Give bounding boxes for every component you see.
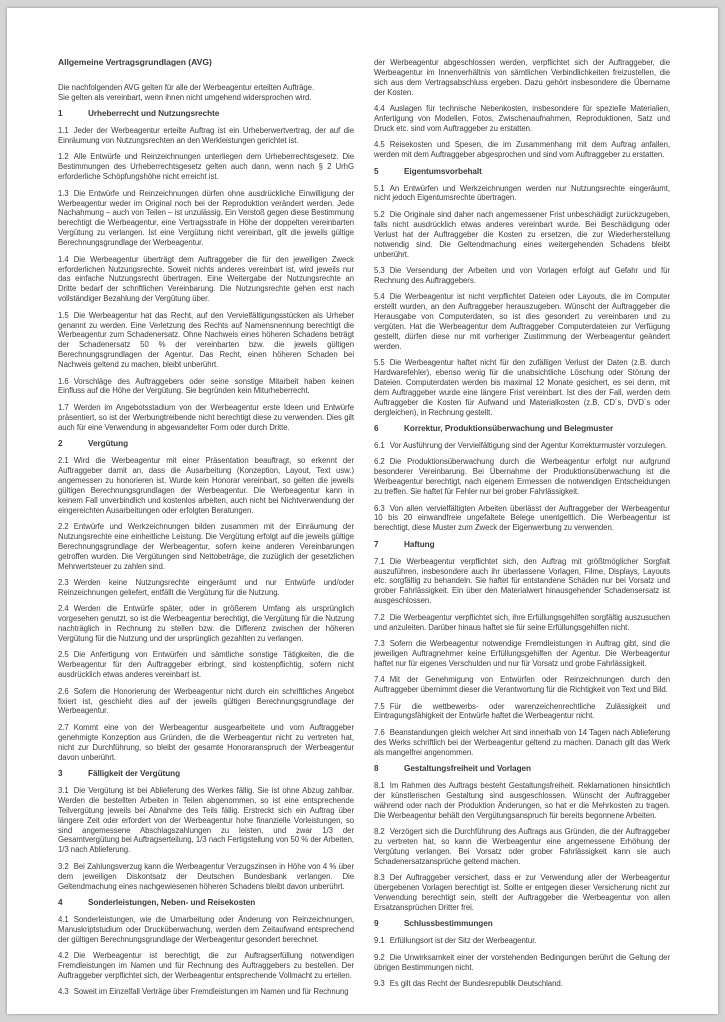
clause-6-3: 6.3 Von allen vervielfältigten Arbeiten überlässt der Auftraggeber der Werbeagentur 10 bis 20 einwandfreie ungefaltete Belege unentgeltlich. Die Werbeagentur ist berechtigt, diese Muster zum Zweck der Eigenwerbung zu verwenden. bbox=[374, 503, 670, 533]
section-number: 5 bbox=[374, 166, 379, 176]
clause-1-1: 1.1 Jeder der Werbeagentur erteilte Auftrag ist ein Urheberwertvertrag, der auf die Einräumung von Nutzungsrechten an den Werkleistungen gerichtet ist. bbox=[58, 126, 354, 146]
column-left bbox=[58, 57, 354, 997]
clause-1-7: 1.7 Werden im Angebotsstadium von der Werbeagentur erste Ideen und Entwürfe präsentiert, so ist der Werbungtreibende nicht berechtigt diese zu verwenden. Dies gilt auch für eine Verwendung in abgewandelter Form oder durch Dritte. bbox=[58, 402, 354, 432]
clause-5-4: 5.4 Die Werbeagentur ist nicht verpflichtet Dateien oder Layouts, die im Computer erstellt wurden, an den Auftraggeber herauszugeben. Wünscht der Auftraggeber die Herausgabe von Computerdaten, so ist dies gesondert zu vereinbaren und zu vergüten. Hat die Werbeagentur dem Auftraggeber Computerdateien zur Verfügung gestellt, dürfen diese nur mit vorheriger Zustimmung der Werbeagentur geändert werden. bbox=[374, 292, 670, 351]
clause-number: 5.5 bbox=[374, 358, 385, 368]
clause-2-7: 2.7 Kommt eine von der Werbeagentur ausgearbeitete und vom Auftraggeber genehmigte Konzeption aus Gründen, die die Werbeagentur nicht zu vertreten hat, nicht zur Durchführung, so bleibt der gesamte Honoraranspruch der Werbeagentur davon unberührt. bbox=[58, 722, 354, 762]
clause-number: 7.5 bbox=[374, 701, 385, 711]
clause-number: 8.3 bbox=[374, 873, 385, 883]
section-number: 3 bbox=[58, 768, 63, 778]
clause-6-2: 6.2 Die Produktionsüberwachung durch die Werbeagentur erfolgt nur aufgrund besonderer Vereinbarung. Bei Übernahme der Produktionsüberwachung ist die Werbeagentur berechtigt, nach eigenem Ermessen die notwendigen Entscheidungen zu treffen. Sie haftet für Fehler nur bei grober Fahrlässigkeit. bbox=[374, 457, 670, 497]
section-title: Sonderleistungen, Neben- und Reisekosten bbox=[88, 897, 256, 907]
clause-number: 6.3 bbox=[374, 503, 385, 513]
clause-1-5: 1.5 Die Werbeagentur hat das Recht, auf den Vervielfältigungsstücken als Urheber genannt zu werden. Eine Verletzung des Rechts auf Namensnennung berechtigt die Werbeagentur zum Schadenersatz. Ohne Nachweis eines höheren Schadens beträgt der Schadenersatz 50 % der vereinbarten bzw. die jeweils gültigen Berechnungsgrundlagen der Agentur. Das Recht, einen höheren Schaden bei Nachweis geltend zu machen, bleibt unberührt. bbox=[58, 310, 354, 370]
section-title: Vergütung bbox=[88, 439, 129, 449]
clause-4-2: 4.2 Die Werbeagentur ist berechtigt, die zur Auftragserfüllung notwendigen Fremdleistungen im Namen und für Rechnung des Auftraggebers zu bestellen. Der Auftraggeber verpflichtet sich, der Werbeagentur entsprechende Vollmacht zu erteilen. bbox=[58, 951, 354, 980]
clause-number: 2.6 bbox=[58, 686, 69, 696]
clause-1-3: 1.3 Die Entwürfe und Reinzeichnungen dürfen ohne ausdrückliche Einwilligung der Werbeagentur weder im Original noch bei der Reproduktion verändert werden. Jede Nachahmung – auch von Teilen – ist unzulässig. Ein Verstoß gegen diese Bestimmung berechtigt die Werbeagentur, eine Vertragsstrafe in Höhe der doppelten vereinbarten Vergütung zu verlangen. Ist eine Vergütung nicht vereinbart, gilt die jeweils gültige Berechnungsgrundlage der Werbeagentur. bbox=[58, 188, 354, 248]
clause-number: 1.3 bbox=[58, 188, 69, 198]
section-number: 2 bbox=[58, 439, 63, 449]
section-heading-1 bbox=[58, 109, 354, 119]
clause-8-3: 8.3 Der Auftraggeber versichert, dass er zur Verwendung aller der Werbeagentur übergebenen Vorlagen berechtigt ist. Sollte er entgegen dieser Versicherung nicht zur Verwendung berechtigt sein, stellt der Auftraggeber die Werbeagentur von allen Ersatzansprüchen Dritter frei. bbox=[374, 873, 670, 912]
clause-9-2: 9.2 Die Unwirksamkeit einer der vorstehenden Bedingungen berührt die Geltung der übrigen Bestimmungen nicht. bbox=[374, 952, 670, 972]
clause-number: 4.2 bbox=[58, 951, 69, 961]
clause-number: 2.3 bbox=[58, 577, 69, 587]
clause-number: 7.2 bbox=[374, 612, 385, 622]
clause-number: 9.3 bbox=[374, 978, 385, 988]
clause-number: 4.5 bbox=[374, 140, 385, 150]
clause-7-2: 7.2 Die Werbeagentur verpflichtet sich, ihre Erfüllungsgehilfen sorgfältig auszusuchen und anzuleiten. Darüber hinaus haftet sie für seine Erfüllungsgehilfen nicht. bbox=[374, 612, 670, 632]
clause-number: 4.4 bbox=[374, 104, 385, 114]
clause-number: 4.1 bbox=[58, 914, 69, 924]
intro-paragraph: Die nachfolgenden AVG gelten für alle der Werbeagentur erteilten Aufträge. Sie gelten als vereinbart, wenn ihnen nicht umgehend widersprochen wird. bbox=[58, 82, 315, 102]
clause-number: 2.2 bbox=[58, 521, 69, 531]
document-page bbox=[7, 8, 718, 1014]
clause-number: 1.1 bbox=[58, 126, 69, 136]
clause-1-2: 1.2 Alle Entwürfe und Reinzeichnungen unterliegen dem Urheberrechtsgesetz. Die Bestimmungen des Urheberrechtsgesetz gelten auch dann, wenn nach § 2 UrhG erforderliche Schöpfungshöhe nicht erreicht ist. bbox=[58, 152, 354, 182]
clause-number: 1.5 bbox=[58, 310, 69, 320]
section-heading-9 bbox=[374, 919, 670, 929]
clause-1-4: 1.4 Die Werbeagentur überträgt dem Auftraggeber die für den jeweiligen Zweck erforderlichen Nutzungsrechte. Soweit nichts anderes vereinbart ist, wird jeweils nur das einfache Nutzungsrecht übertragen. Eine Weitergabe der Nutzungsrechte an Dritte bedarf der schriftlichen Vereinbarung. Die Nutzungsrechte gehen erst nach vollständiger Bezahlung der Vergütung über. bbox=[58, 254, 354, 304]
clause-number: 4.3 bbox=[58, 987, 69, 997]
clause-number: 1.4 bbox=[58, 254, 69, 264]
clause-number: 6.1 bbox=[374, 441, 385, 450]
clause-6-1: 6.1 Vor Ausführung der Vervielfältigung sind der Agentur Korrekturmuster vorzulegen. bbox=[374, 441, 667, 450]
clause-7-1: 7.1 Die Werbeagentur verpflichtet sich, den Auftrag mit größtmöglicher Sorgfalt auszuführen, insbesondere auch ihr überlassene Vorlagen, Filme, Displays, Layouts etc. sorgfältig zu behandeln. Sie haftet für entstandene Schäden nur bei Vorsatz und grober Fahrlässigkeit. Ein über den Materialwert hinausgehender Schadensersatz ist ausgeschlossen. bbox=[374, 556, 670, 606]
clause-number: 1.6 bbox=[58, 376, 69, 386]
clause-3-2: 3.2 Bei Zahlungsverzug kann die Werbeagentur Verzugszinsen in Höhe von 4 % über dem jeweiligen Diskontsatz der Deutschen Bundesbank verlangen. Die Geltendmachung eines nachgewiesenen höheren Schadens bleibt davon unberührt. bbox=[58, 861, 354, 891]
section-heading-5 bbox=[374, 167, 670, 177]
clause-1-6: 1.6 Vorschläge des Auftraggebers oder seine sonstige Mitarbeit haben keinen Einfluss auf die Höhe der Vergütung. Sie begründen kein Miturheberrecht. bbox=[58, 376, 354, 396]
clause-4-1: 4.1 Sonderleistungen, wie die Umarbeitung oder Änderung von Reinzeichnungen, Manuskriptstudium oder Drucküberwachung, werden dem Zeitaufwand entsprechend der gültigen Berechnungsgrundlage der Werbeagentur gesondert berechnet. bbox=[58, 914, 354, 944]
clause-number: 2.1 bbox=[58, 456, 69, 465]
clause-4-5: 4.5 Reisekosten und Spesen, die im Zusammenhang mit dem Auftrag anfallen, werden mit dem Auftraggeber abgesprochen und sind vom Auftraggeber zu erstatten. bbox=[374, 140, 670, 160]
section-title: Fälligkeit der Vergütung bbox=[88, 768, 181, 778]
clause-number: 8.2 bbox=[374, 827, 385, 837]
section-number: 9 bbox=[374, 919, 379, 929]
clause-number: 5.4 bbox=[374, 292, 385, 302]
clause-7-3: 7.3 Sofern die Werbeagentur notwendige Fremdleistungen in Auftrag gibt, sind die jeweiligen Auftragnehmer keine Erfüllungsgehilfen der Agentur. Die Werbeagentur haftet nur für eigenes Verschulden und nur für Vorsatz und grobe Fahrlässigkeit. bbox=[374, 639, 670, 668]
section-title: Gestaltungsfreiheit und Vorlagen bbox=[404, 764, 531, 774]
clause-number: 2.7 bbox=[58, 722, 69, 732]
clause-5-5: 5.5 Die Werbeagentur haftet nicht für den zufälligen Verlust der Daten (z.B. durch Hardwarefehler), ebenso wenig für die unabsichtliche Löschung oder Störung der Dateien. Computerdaten werden bis maximal 12 Monate gesichert, es sei denn, mit dem Auftraggeber wurde eine längere Frist vereinbart. Ist dies der Fall, werden dem Auftraggeber die Kosten für Aufwand und Materialkosten (z.B. CD´s, DVD´s oder dergleichen), in Rechnung gestellt. bbox=[374, 358, 670, 417]
clause-4-4: 4.4 Auslagen für technische Nebenkosten, insbesondere für spezielle Materialien, Anfertigung von Modellen, Fotos, Zwischenaufnahmen, Reproduktionen, Satz und Druck etc. sind vom Auftraggeber zu erstatten. bbox=[374, 104, 670, 133]
clause-number: 7.4 bbox=[374, 675, 385, 685]
section-number: 7 bbox=[374, 539, 379, 549]
clause-number: 1.2 bbox=[58, 152, 69, 162]
clause-4-3: 4.3 Soweit im Einzelfall Verträge über Fremdleistungen im Namen und für Rechnung bbox=[58, 987, 349, 997]
section-number: 6 bbox=[374, 424, 379, 434]
clause-5-3: 5.3 Die Versendung der Arbeiten und von Vorlagen erfolgt auf Gefahr und für Rechnung des Auftraggebers. bbox=[374, 265, 670, 285]
clause-number: 3.1 bbox=[58, 785, 69, 795]
clause-7-6: 7.6 Beanstandungen gleich welcher Art sind innerhalb von 14 Tagen nach Ablieferung des Werks schriftlich bei der Werbeagentur geltend zu machen. Danach gilt das Werk als mangelfrei angenommen. bbox=[374, 727, 670, 757]
clause-number: 9.2 bbox=[374, 952, 385, 962]
section-title: Urheberrecht und Nutzungsrechte bbox=[88, 109, 220, 119]
section-heading-2 bbox=[58, 439, 354, 449]
clause-number: 2.4 bbox=[58, 604, 69, 614]
document-title: Allgemeine Vertragsgrundlagen (AVG) bbox=[58, 57, 212, 67]
clause-number: 7.3 bbox=[374, 639, 385, 648]
section-title: Schlussbestimmungen bbox=[404, 919, 493, 929]
clause-number: 5.2 bbox=[374, 209, 385, 219]
column-right bbox=[374, 58, 670, 988]
clause-9-3: 9.3 Es gilt das Recht der Bundesrepublik Deutschland. bbox=[374, 978, 563, 988]
section-number: 1 bbox=[58, 109, 63, 119]
clause-5-2: 5.2 Die Originale sind daher nach angemessener Frist unbeschädigt zurückzugeben, falls nicht ausdrücklich etwas anderes vereinbart wurde. Bei Beschädigung oder Verlust hat der Auftraggeber die Kosten zu ersetzen, die zur Wiederherstellung notwendig sind. Die Geltendmachung eines weitergehenden Schadens bleibt unberührt. bbox=[374, 209, 670, 259]
clause-number: 9.1 bbox=[374, 936, 385, 946]
section-number: 8 bbox=[374, 764, 379, 774]
section-title: Eigentumsvorbehalt bbox=[404, 166, 482, 176]
section-heading-3 bbox=[58, 769, 354, 779]
clause-number: 7.1 bbox=[374, 556, 385, 566]
section-heading-7 bbox=[374, 540, 670, 550]
clause-2-2: 2.2 Entwürfe und Werkzeichnungen bilden zusammen mit der Einräumung der Nutzungsrechte eine einheitliche Leistung. Die Vergütung erfolgt auf die jeweils gültige Berechnungsgrundlage der Werbeagentur, sofern keine anderen Vereinbarungen getroffen wurden. Die Vergütungen sind Nettobeträge, die zuzüglich der gesetzlichen Mehrwertsteuer zu zahlen sind. bbox=[58, 521, 354, 571]
section-heading-4 bbox=[58, 898, 354, 908]
clause-number: 3.2 bbox=[58, 861, 69, 871]
clause-7-5: 7.5 Für die wettbewerbs- oder warenzeichenrechtliche Zulässigkeit und Eintragungsfähigkeit der Entwürfe haftet die Werbeagentur nicht. bbox=[374, 701, 670, 721]
clause-number: 1.7 bbox=[58, 402, 69, 412]
clause-2-4: 2.4 Werden die Entwürfe später, oder in größerem Umfang als ursprünglich vorgesehen genutzt, so ist die Werbeagentur berechtigt, die Vergütung für die Nutzung nachträglich in Rechnung zu stellen bzw. die Differenz zwischen der höheren Vergütung für die Nutzung und der ursprünglich gezahlten zu verlangen. bbox=[58, 604, 354, 643]
clause-number: 7.6 bbox=[374, 727, 385, 737]
clause-9-1: 9.1 Erfüllungsort ist der Sitz der Werbeagentur. bbox=[374, 936, 537, 946]
clause-2-6: 2.6 Sofern die Honorierung der Werbeagentur nicht durch ein schriftliches Angebot fixiert ist, geschieht dies auf der jeweils gültigen Berechnungsgrundlage der Werbeagentur. bbox=[58, 686, 354, 716]
clause-number: 5.1 bbox=[374, 183, 385, 193]
clause-4.3-continued: der Werbeagentur abgeschlossen werden, verpflichtet sich der Auftraggeber, die Werbeagentur im Innenverhältnis von sämtlichen Verbindlichkeiten freizustellen, die sich aus dem Vertragsabschluss ergeben. Dazu gehört insbesondere die Übername der Kosten. bbox=[374, 58, 670, 97]
clause-3-1: 3.1 Die Vergütung ist bei Ablieferung des Werkes fällig. Sie ist ohne Abzug zahlbar. Werden die bestellten Arbeiten in Teilen abgenommen, so ist eine entsprechende Teilvergütung jeweils bei Abnahme des Teils fällig. Erstreckt sich ein Auftrag über längere Zeit oder erfordert von der Werbeagentur hohe finanzielle Vorleistungen, so sind angemessene Abschlagszahlungen zu leisten, und zwar 1/3 der Gesamtvergütung bei Auftragserteilung, 1/3 nach Fertigstellung von 50 % der Arbeiten, 1/3 nach Ablieferung. bbox=[58, 785, 354, 855]
clause-5-1: 5.1 An Entwürfen und Werkzeichnungen werden nur Nutzungsrechte eingeräumt, nicht jedoch Eigentumsrechte übertragen. bbox=[374, 183, 670, 203]
section-number: 4 bbox=[58, 897, 63, 907]
two-column-layout bbox=[58, 57, 670, 997]
clause-number: 5.3 bbox=[374, 265, 385, 275]
clause-number: 6.2 bbox=[374, 457, 385, 467]
section-heading-6 bbox=[374, 424, 670, 434]
section-title: Korrektur, Produktionsüberwachung und Belegmuster bbox=[404, 424, 614, 434]
clause-number: 2.5 bbox=[58, 650, 69, 660]
section-heading-8 bbox=[374, 764, 670, 774]
clause-8-2: 8.2 Verzögert sich die Durchführung des Auftrags aus Gründen, die der Auftraggeber zu vertreten hat, so kann die Werbeagentur eine angemessene Erhöhung der Vergütung verlangen. Bei Vorsatz oder grober Fahrlässigkeit kann sie auch Schadenersatzansprüche geltend machen. bbox=[374, 827, 670, 866]
clause-2-5: 2.5 Die Anfertigung von Entwürfen und sämtliche sonstige Tätigkeiten, die die Werbeagentur für den Auftraggeber erbringt, sind kostenpflichtig, sofern nicht ausdrücklich etwas anderes vereinbart ist. bbox=[58, 650, 354, 680]
clause-2-1: 2.1 Wird die Werbeagentur mit einer Präsentation beauftragt, so erkennt der Auftraggeber damit an, dass die Ausarbeitung (Konzeption, Layout, Text usw.) angemessen zu honorieren ist. Wurde kein Honorar vereinbart, so gelten die jeweils gültigen Berechnungsgrundlagen der Werbeagentur. Die Werbeagentur kann in keinem Fall unverbindlich und kostenlos arbeiten, auch nicht bei Nichtverwendung der eingereichten Ausarbeitungen oder erfolgten Beratungen. bbox=[58, 456, 354, 515]
clause-8-1: 8.1 Im Rahmen des Auftrags besteht Gestaltungsfreiheit. Reklamationen hinsichtlich der künstlerischen Gestaltung sind ausgeschlossen. Wünscht der Auftraggeber während oder nach der Produktion Änderungen, so hat er die Mehrkosten zu tragen. Die Werbeagentur behält den Vergütungsanspruch für bereits begonnene Arbeiten. bbox=[374, 780, 670, 820]
clause-2-3: 2.3 Werden keine Nutzungsrechte eingeräumt und nur Entwürfe und/oder Reinzeichnungen geliefert, entfällt die Vergütung für die Nutzung. bbox=[58, 577, 354, 597]
section-title: Haftung bbox=[404, 539, 435, 549]
clause-7-4: 7.4 Mit der Genehmigung von Entwürfen oder Reinzeichnungen durch den Auftraggeber übernimmt dieser die Verantwortung für die Richtigkeit von Text und Bild. bbox=[374, 675, 670, 695]
clause-number: 8.1 bbox=[374, 780, 385, 790]
